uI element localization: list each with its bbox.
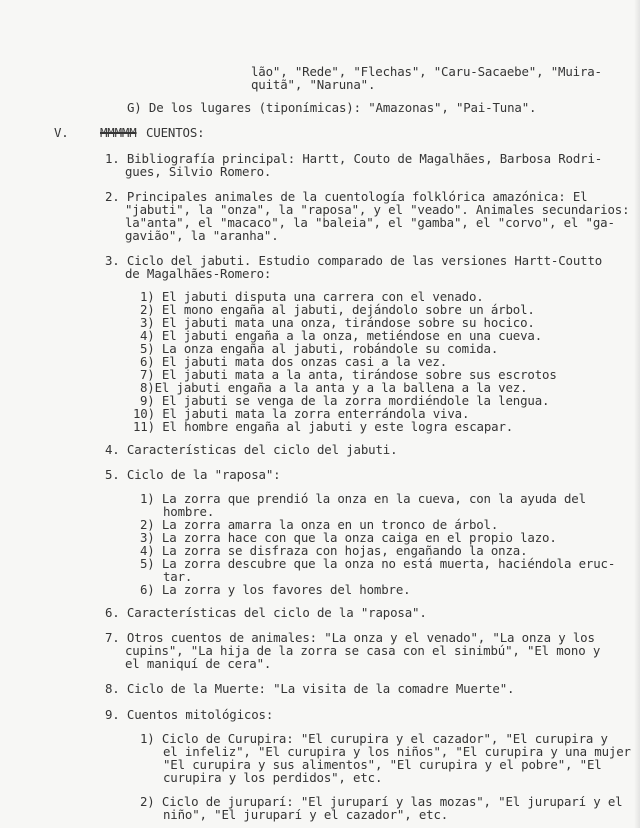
list-item: 4) La zorra se disfraza con hojas, engañando la onza. (140, 543, 528, 558)
list-item: 5) La onza engaña al jabuti, robándole su comida. (140, 341, 499, 356)
list-item: 3) El jabuti mata una onza, tirándose sobre su hocico. (140, 315, 535, 330)
text-line: 2. Principales animales de la cuentología folklórica amazónica: El (105, 189, 588, 204)
list-item: 2) Ciclo de juruparí: "El juruparí y las mozas", "El juruparí y el (140, 794, 623, 809)
text-line: 7. Otros cuentos de animales: "La onza y el venado", "La onza y los (105, 630, 595, 645)
list-item: 6) La zorra y los favores del hombre. (140, 582, 411, 597)
list-item: curupira y los perdidos", etc. (163, 770, 383, 785)
list-item: "El curupira y sus alimentos", "El curupira y el pobre", "El (163, 757, 602, 772)
list-item: el infeliz", "El curupira y los niños", "El curupira y una mujer (163, 744, 631, 759)
text-line: 3. Ciclo del jabuti. Estudio comparado de las versiones Hartt-Coutto (105, 253, 603, 268)
list-item: 7) El jabuti mata a la anta, tirándose sobre sus escrotos (140, 367, 557, 382)
text-line: la"anta", el "macaco", la "baleia", el "gamba", el "corvo", el "ga- (125, 215, 615, 230)
text-line: 5. Ciclo de la "raposa": (105, 467, 281, 482)
section-number: V. (54, 125, 69, 140)
text-line: quitã", "Naruna". (251, 77, 376, 92)
list-item: 1) Ciclo de Curupira: "El curupira y el cazador", "El curupira y (140, 731, 608, 746)
list-item: 5) La zorra descubre que la onza no está muerta, haciéndola eruc- (140, 556, 616, 571)
list-item: 3) La zorra hace con que la onza caiga en el propio lazo. (140, 530, 557, 545)
list-item: 1) La zorra que prendió la onza en la cueva, con la ayuda del (140, 491, 586, 506)
page-edge-shadow (634, 0, 640, 828)
text-line: 9. Cuentos mitológicos: (105, 707, 274, 722)
list-item: 10) El jabuti mata la zorra enterrándola viva. (133, 406, 470, 421)
text-line: gavião", la "aranha". (125, 228, 279, 243)
text-line: gues, Silvio Romero. (125, 164, 272, 179)
list-item: tar. (163, 569, 193, 584)
list-item: 1) El jabuti disputa una carrera con el venado. (140, 289, 484, 304)
list-item: 2) El mono engaña al jabuti, dejándolo sobre un árbol. (140, 302, 535, 317)
list-item: 8)El jabuti engaña a la anta y a la ballena a la vez. (140, 380, 528, 395)
text-line: de Magalhães-Romero: (125, 266, 272, 281)
list-item: 4) El jabuti engaña a la onza, metiéndose en una cueva. (140, 328, 543, 343)
text-line: lão", "Rede", "Flechas", "Caru-Sacaebe", "Muira- (251, 64, 602, 79)
list-item: 2) La zorra amarra la onza en un tronco de árbol. (140, 517, 499, 532)
text-line: 1. Bibliografía principal: Hartt, Couto de Magalhães, Barbosa Rodri- (105, 151, 603, 166)
list-item: 9) El jabuti se venga de la zorra mordiéndole la lengua. (140, 393, 550, 408)
list-item: 11) El hombre engaña al jabuti y este logra escapar. (133, 419, 514, 434)
text-line: 8. Ciclo de la Muerte: "La visita de la comadre Muerte". (105, 681, 515, 696)
list-item: niño", "El juruparí y el cazador", etc. (163, 807, 449, 822)
struck-text: MMMMM (100, 125, 137, 140)
text-line: G) De los lugares (tiponímicas): "Amazonas", "Pai-Tuna". (127, 100, 537, 115)
text-line: "jabuti", la "onza", la "raposa", y el "veado". Animales secundarios: (125, 202, 630, 217)
text-line: el maniquí de cera". (125, 656, 272, 671)
text-line: cupins", "La hija de la zorra se casa con el sinimbú", "El mono y (125, 643, 601, 658)
list-item: hombre. (163, 504, 215, 519)
list-item: 6) El jabuti mata dos onzas casi a la vez. (140, 354, 448, 369)
text-line: 4. Características del ciclo del jabuti. (105, 442, 398, 457)
text-line: 6. Características del ciclo de la "raposa". (105, 605, 427, 620)
section-heading: CUENTOS: (146, 125, 205, 140)
